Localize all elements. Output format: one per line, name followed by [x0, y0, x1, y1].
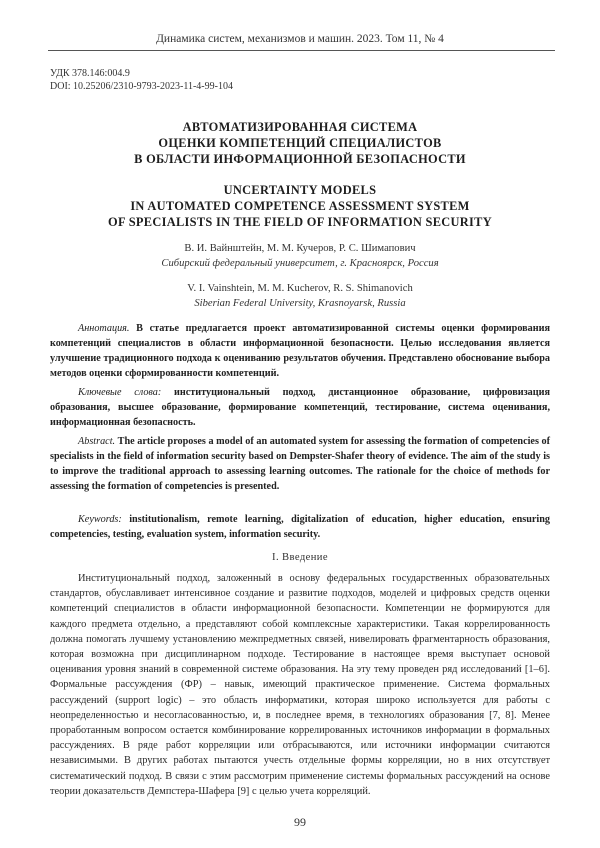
keywords-en-text: institutionalism, remote learning, digitalization of education, higher education, ensuring competencies, testing, evaluation system, information security.	[50, 514, 550, 540]
abstract-en	[50, 434, 550, 494]
keywords-ru-text: институциональный подход, дистанционное образование, цифровизация образования, высшее образование, формирование компетенций, тестирование, система оценивания, информационная безопасность.	[50, 387, 551, 428]
udc-code: УДК 378.146:004.9	[50, 68, 130, 79]
author-names-en: V. I. Vainshtein, M. M. Kucherov, R. S. Shimanovich	[187, 283, 413, 294]
title-en-line: IN AUTOMATED COMPETENCE ASSESSMENT SYSTEM	[130, 199, 470, 213]
title-ru-line: ОЦЕНКИ КОМПЕТЕНЦИЙ СПЕЦИАЛИСТОВ	[158, 136, 442, 150]
affiliation-ru: Сибирский федеральный университет, г. Красноярск, Россия	[161, 258, 439, 269]
keywords-ru	[50, 385, 550, 430]
abstract-ru	[50, 321, 550, 381]
header-rule	[48, 50, 555, 51]
title-en-line: UNCERTAINTY MODELS	[223, 183, 377, 197]
running-header: Динамика систем, механизмов и машин. 2023. Том 11, № 4	[156, 33, 444, 45]
article-identifiers	[50, 67, 233, 93]
title-ru-line: В ОБЛАСТИ ИНФОРМАЦИОННОЙ БЕЗОПАСНОСТИ	[134, 152, 466, 166]
authors-english	[60, 281, 540, 311]
keywords-ru-lead: Ключевые слова:	[78, 387, 162, 398]
abstract-ru-lead: Аннотация.	[78, 323, 130, 334]
author-names-ru: В. И. Вайнштейн, М. М. Кучеров, Р. С. Шимапович	[184, 243, 416, 254]
title-english	[60, 182, 540, 230]
title-russian	[60, 119, 540, 167]
keywords-en-lead: Keywords:	[78, 514, 122, 525]
doi: DOI: 10.25206/2310-9793-2023-11-4-99-104	[50, 81, 233, 92]
abstract-en-lead: Abstract.	[78, 436, 116, 447]
affiliation-en: Siberian Federal University, Krasnoyarsk, Russia	[194, 298, 406, 309]
authors-russian	[60, 241, 540, 271]
title-en-line: OF SPECIALISTS IN THE FIELD OF INFORMATION SECURITY	[108, 215, 492, 229]
keywords-en	[50, 512, 550, 542]
section-heading: I. Введение	[272, 552, 328, 563]
abstract-en-text: The article proposes a model of an automated system for assessing the formation of competencies of specialists in the field of information security based on Dempster-Shafer theory of evidence. The aim of the study is to improve the traditional approach to assessing learning outcomes. The rationale for the choice of methods for assessing the formation of competencies is presented.	[50, 436, 550, 492]
page-number: 99	[294, 815, 306, 829]
abstract-ru-text: В статье предлагается проект автоматизированной системы оценки формирования компетенций специалистов в области информационной безопасности. Целью исследования является улучшение традиционного подхода к оцениванию результатов обучения. Представлено обоснование выбора методов оценки сформированности компетенций.	[50, 323, 551, 379]
title-ru-line: АВТОМАТИЗИРОВАННАЯ СИСТЕМА	[182, 120, 418, 134]
introduction-paragraph: Институциональный подход, заложенный в основу федеральных государственных образовательных стандартов, обуславливает интенсивное создание и развитие подходов, моделей и цифровых средств оценки компетенций специалистов в области информационной безопасности. Компетенции не формируются для каждого предмета отдельно, а представляют собой комплексные характеристики. Такая коррелированность должна помогать лучшему установлению межпредметных связей, нивелировать фрагментарность образования, которая возможна при дисциплинарном подходе. Тестирование в настоящее время выступает основой оценивания уровня знаний в современной системе образования. На эту тему проведен ряд исследований [1–6]. Формальные рассуждения (ФР) – навык, имеющий практическое применение. Система формальных рассуждений (support logic) – это область информатики, которая широко используется для работы с неопределенностью и несогласованностью, и, в последнее время, в технологиях образования [7, 8]. Менее проработанным вопросом остается комбинирование коррелированных источников информации в формальных рассуждениях. В ряде работ корреляции или отбрасываются, или источники информации считаются независимыми. В других работах пытаются учесть отдельные формы корреляции, но в них отсутствует систематический подход. В связи с этим рассмотрим применение системы формальных рассуждений на основе теории доказательств Демпстера-Шафера [9] с целью учета корреляций.	[50, 573, 550, 797]
